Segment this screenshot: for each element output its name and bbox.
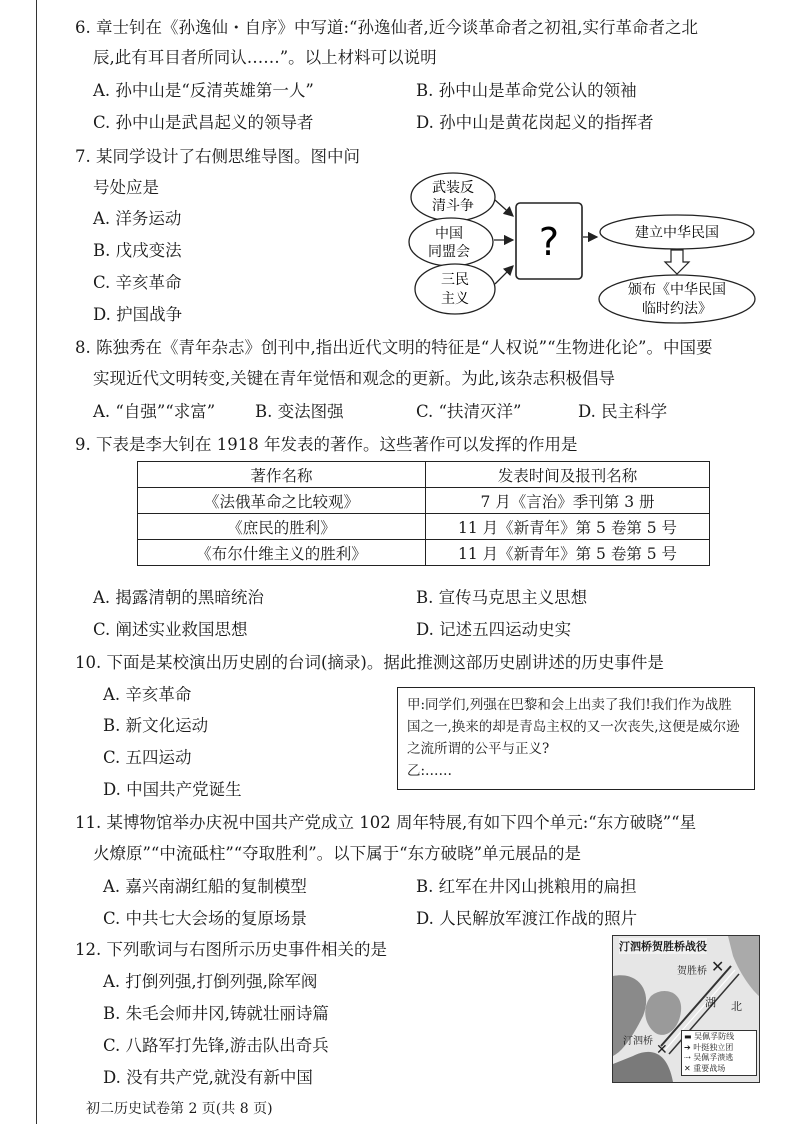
q7-stem-line1: 7. 某同学设计了右侧思维导图。图中问: [75, 147, 360, 166]
q12-stem: 12. 下列歌词与右图所示历史事件相关的是: [75, 940, 387, 959]
legend-item: ✕ 重要战场: [684, 1063, 726, 1073]
q8-stem-line1: 8. 陈独秀在《青年杂志》创刊中,指出近代文明的特征是“人权说”“生物进化论”。中国要: [75, 338, 713, 357]
q7-option-c: C. 辛亥革命: [93, 273, 182, 292]
q12-option-d: D. 没有共产党,就没有新中国: [103, 1068, 313, 1087]
mindmap-node-constitution: [599, 275, 755, 323]
q11-stem-line2: 火燎原”“中流砥柱”“夺取胜利”。以下属于“东方破晓”单元展品的是: [93, 844, 582, 863]
svg-text:中国: 中国: [435, 226, 463, 242]
map-label-hesheng: 贺胜桥: [677, 966, 707, 977]
table-row: [138, 488, 710, 514]
table-cell: 《布尔什维主义的胜利》: [138, 540, 426, 566]
svg-text:✕: ✕: [711, 957, 725, 976]
q10-option-b: B. 新文化运动: [103, 716, 209, 735]
mindmap-down-arrow: [665, 250, 689, 274]
q12-option-c: C. 八路军打先锋,游击队出奇兵: [103, 1036, 329, 1055]
svg-text:主义: 主义: [441, 291, 469, 307]
q7-option-d: D. 护国战争: [93, 305, 183, 324]
q6-stem-line2: 辰,此有耳目者所同认……”。以上材料可以说明: [93, 48, 437, 67]
margin-line: [36, 0, 37, 1124]
q8-option-b: B. 变法图强: [255, 402, 344, 421]
q6-option-b: B. 孙中山是革命党公认的领袖: [416, 81, 637, 100]
q10-script-text-2: 乙:……: [407, 763, 453, 779]
q11-option-c: C. 中共七大会场的复原场景: [103, 909, 308, 928]
svg-text:?: ?: [538, 220, 560, 264]
table-cell: 11 月《新青年》第 5 卷第 5 号: [426, 514, 710, 540]
q7-option-b: B. 戊戌变法: [93, 241, 182, 260]
legend-item: ➔ 叶挺独立团: [684, 1042, 734, 1052]
q7-option-a: A. 洋务运动: [93, 209, 182, 228]
q7-mind-map: [405, 168, 770, 328]
mindmap-node-3: [415, 264, 495, 314]
q6-option-c: C. 孙中山是武昌起义的领导者: [93, 113, 314, 132]
q6-option-d: D. 孙中山是黄花岗起义的指挥者: [416, 113, 654, 132]
map-label-hu: 湖: [705, 996, 716, 1009]
table-header: 发表时间及报刊名称: [426, 462, 710, 488]
q9-stem: 9. 下表是李大钊在 1918 年发表的著作。这些著作可以发挥的作用是: [75, 435, 578, 454]
q11-option-d: D. 人民解放军渡江作战的照片: [416, 909, 638, 928]
q10-option-d: D. 中国共产党诞生: [103, 780, 242, 799]
svg-text:同盟会: 同盟会: [428, 244, 470, 260]
svg-text:清斗争: 清斗争: [432, 198, 474, 214]
q9-option-d: D. 记述五四运动史实: [416, 620, 572, 639]
q10-script-text: 甲:同学们,列强在巴黎和会上出卖了我们!我们作为战胜国之一,换来的却是青岛主权的又一次丧失,这便是威尔逊之流所谓的公平与正义?: [407, 697, 740, 757]
q9-option-c: C. 阐述实业救国思想: [93, 620, 248, 639]
svg-text:武装反: 武装反: [432, 180, 474, 196]
q6-option-a: A. 孙中山是“反清英雄第一人”: [93, 81, 314, 100]
q12-option-b: B. 朱毛会师井冈,铸就壮丽诗篇: [103, 1004, 329, 1023]
q10-stem: 10. 下面是某校演出历史剧的台词(摘录)。据此推测这部历史剧讲述的历史事件是: [75, 653, 664, 672]
table-cell: 7 月《言治》季刊第 3 册: [426, 488, 710, 514]
table-cell: 《庶民的胜利》: [138, 514, 426, 540]
q8-option-c: C. “扶清灭洋”: [416, 402, 522, 421]
svg-text:✕: ✕: [656, 1042, 668, 1058]
map-title: 汀泗桥贺胜桥战役: [619, 940, 707, 953]
table-cell: 11 月《新青年》第 5 卷第 5 号: [426, 540, 710, 566]
q8-option-d: D. 民主科学: [578, 402, 668, 421]
legend-item: ▬ 吴佩孚防线: [684, 1032, 735, 1041]
table-header-row: [138, 462, 710, 488]
q11-option-a: A. 嘉兴南湖红船的复制模型: [103, 877, 307, 896]
table-row: [138, 540, 710, 566]
q8-option-a: A. “自强”“求富”: [93, 402, 216, 421]
q7-stem-line2: 号处应是: [93, 178, 159, 197]
legend-item: ⇢ 吴佩孚溃逃: [684, 1053, 734, 1062]
map-legend: [681, 1030, 757, 1076]
q9-option-a: A. 揭露清朝的黑暗统治: [93, 588, 264, 607]
q10-script-box: [397, 687, 755, 790]
table-header: 著作名称: [138, 462, 426, 488]
table-cell: 《法俄革命之比较观》: [138, 488, 426, 514]
svg-text:颁布《中华民国: 颁布《中华民国: [628, 282, 726, 298]
q12-option-a: A. 打倒列强,打倒列强,除军阀: [103, 972, 318, 991]
q6-stem-line1: 6. 章士钊在《孙逸仙・自序》中写道:“孙逸仙者,近今谈革命者之初祖,实行革命者之北: [75, 18, 698, 37]
q11-option-b: B. 红军在井冈山挑粮用的扁担: [416, 877, 637, 896]
svg-text:建立中华民国: 建立中华民国: [635, 225, 719, 241]
q12-battle-map: [612, 935, 760, 1083]
mindmap-question-box: [516, 203, 582, 279]
map-label-tingsi: 汀泗桥: [623, 1036, 653, 1047]
mindmap-node-1: [411, 173, 495, 221]
map-label-bei: 北: [731, 1000, 742, 1013]
q11-stem-line1: 11. 某博物馆举办庆祝中国共产党成立 102 周年特展,有如下四个单元:“东方破晓”“星: [75, 813, 697, 832]
page-footer: 初二历史试卷第 2 页(共 8 页): [86, 1101, 273, 1117]
svg-text:三民: 三民: [441, 272, 469, 288]
mindmap-node-2: [409, 218, 493, 266]
q10-option-a: A. 辛亥革命: [103, 685, 192, 704]
table-row: [138, 514, 710, 540]
q9-table: [137, 461, 710, 566]
q8-stem-line2: 实现近代文明转变,关键在青年觉悟和观念的更新。为此,该杂志积极倡导: [93, 369, 615, 388]
mindmap-node-republic: [600, 215, 754, 249]
q10-option-c: C. 五四运动: [103, 748, 192, 767]
svg-text:临时约法》: 临时约法》: [642, 301, 712, 317]
q9-option-b: B. 宣传马克思主义思想: [416, 588, 588, 607]
